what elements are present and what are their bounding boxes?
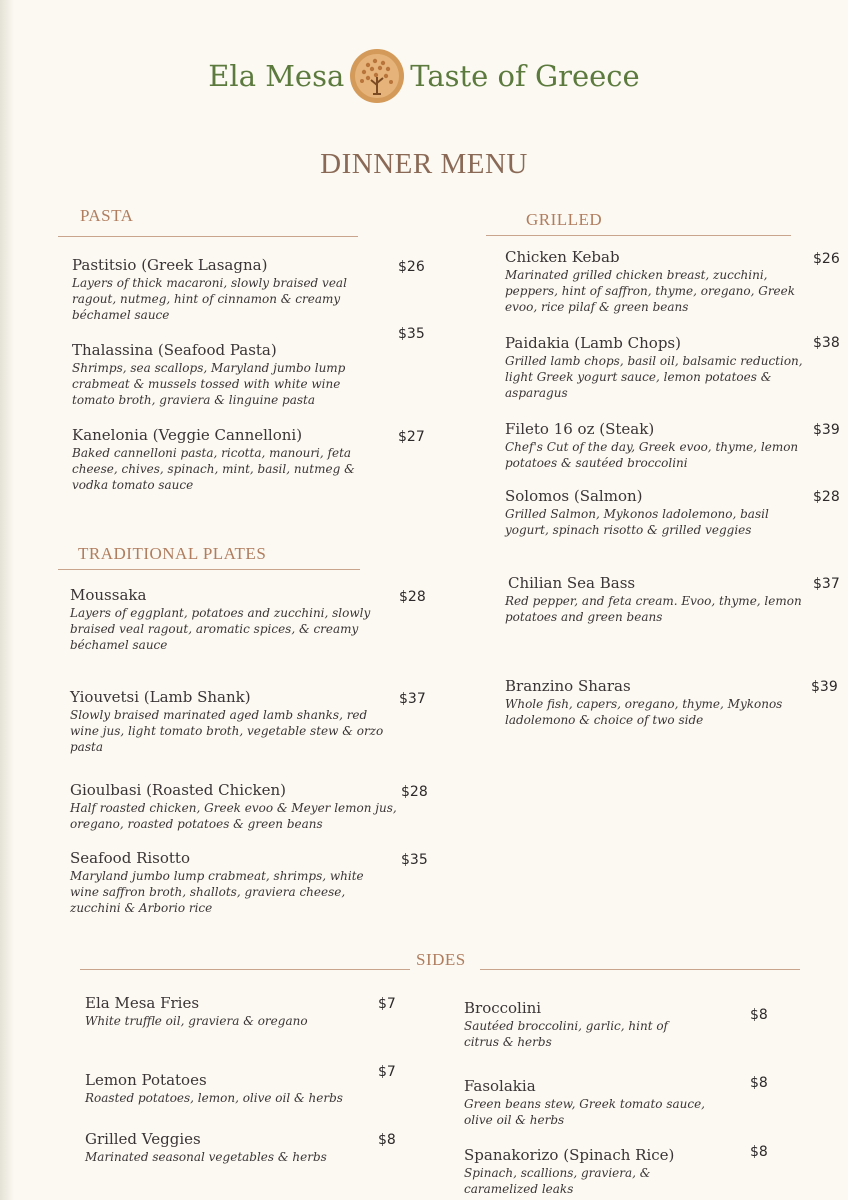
item-description: Shrimps, sea scallops, Maryland jumbo lump crabmeat & mussels tossed with white wine tomato broth, graviera & linguine pasta bbox=[72, 361, 346, 407]
item-price: $7 bbox=[378, 996, 396, 1012]
menu-item bbox=[85, 1071, 355, 1106]
item-name: Chicken Kebab bbox=[505, 248, 620, 266]
item-name: Pastitsio (Greek Lasagna) bbox=[72, 256, 268, 274]
sides-heading: SIDES bbox=[416, 950, 466, 969]
item-name: Broccolini bbox=[464, 999, 542, 1017]
item-description: Whole fish, capers, oregano, thyme, Mykonos ladolemono & choice of two side bbox=[505, 697, 783, 727]
item-description: Slowly braised marinated aged lamb shanks, red wine jus, light tomato broth, vegetable stew & orzo pasta bbox=[70, 708, 384, 754]
item-price: $38 bbox=[813, 335, 840, 351]
item-price: $27 bbox=[398, 429, 425, 445]
item-name: Seafood Risotto bbox=[70, 849, 190, 867]
item-description: Red pepper, and feta cream. Evoo, thyme, lemon potatoes and green beans bbox=[505, 594, 802, 624]
item-name: Moussaka bbox=[70, 586, 147, 604]
menu-item bbox=[505, 420, 805, 471]
item-price: $35 bbox=[398, 326, 425, 342]
item-price: $35 bbox=[401, 852, 428, 868]
item-name: Solomos (Salmon) bbox=[505, 487, 643, 505]
item-description: White truffle oil, graviera & oregano bbox=[85, 1014, 308, 1028]
item-name: Spanakorizo (Spinach Rice) bbox=[464, 1146, 675, 1164]
item-name: Fasolakia bbox=[464, 1077, 536, 1095]
menu-item bbox=[72, 256, 372, 323]
menu-item bbox=[70, 849, 380, 916]
item-price: $28 bbox=[813, 489, 840, 505]
item-price: $37 bbox=[813, 576, 840, 592]
item-description: Green beans stew, Greek tomato sauce, olive oil & herbs bbox=[464, 1097, 705, 1127]
item-name: Thalassina (Seafood Pasta) bbox=[72, 341, 277, 359]
item-price: $39 bbox=[811, 679, 838, 695]
restaurant-brand bbox=[0, 46, 848, 106]
item-description: Layers of thick macaroni, slowly braised veal ragout, nutmeg, hint of cinnamon & creamy béchamel sauce bbox=[72, 276, 347, 322]
menu-item bbox=[85, 994, 355, 1029]
menu-item bbox=[505, 248, 805, 315]
sides-divider-right bbox=[480, 969, 800, 970]
item-description: Baked cannelloni pasta, ricotta, manouri, feta cheese, chives, spinach, mint, basil, nutmeg & vodka tomato sauce bbox=[72, 446, 355, 492]
item-price: $26 bbox=[813, 251, 840, 267]
grilled-heading: GRILLED bbox=[526, 210, 603, 229]
item-name: Ela Mesa Fries bbox=[85, 994, 200, 1012]
item-name: Gioulbasi (Roasted Chicken) bbox=[70, 781, 286, 799]
item-price: $8 bbox=[750, 1144, 768, 1160]
menu-item bbox=[505, 574, 805, 625]
traditional-heading: TRADITIONAL PLATES bbox=[78, 544, 267, 563]
item-description: Grilled Salmon, Mykonos ladolemono, basil yogurt, spinach risotto & grilled veggies bbox=[505, 507, 769, 537]
item-description: Marinated seasonal vegetables & herbs bbox=[85, 1150, 327, 1164]
item-price: $28 bbox=[399, 589, 426, 605]
item-price: $39 bbox=[813, 422, 840, 438]
menu-item bbox=[70, 688, 390, 755]
item-description: Roasted potatoes, lemon, olive oil & herbs bbox=[85, 1091, 343, 1105]
menu-item bbox=[464, 1077, 714, 1128]
brand-name-right: Taste of Greece bbox=[410, 59, 640, 93]
menu-item bbox=[464, 1146, 724, 1197]
item-name: Kanelonia (Veggie Cannelloni) bbox=[72, 426, 303, 444]
grilled-divider bbox=[486, 235, 791, 236]
item-price: $28 bbox=[401, 784, 428, 800]
item-name: Grilled Veggies bbox=[85, 1130, 201, 1148]
item-name: Yiouvetsi (Lamb Shank) bbox=[70, 688, 251, 706]
item-description: Maryland jumbo lump crabmeat, shrimps, white wine saffron broth, shallots, graviera cheese, zucchini & Arborio rice bbox=[70, 869, 364, 915]
item-price: $37 bbox=[399, 691, 426, 707]
item-name: Fileto 16 oz (Steak) bbox=[505, 420, 655, 438]
menu-item bbox=[70, 781, 400, 832]
sides-divider-left bbox=[80, 969, 410, 970]
menu-item bbox=[72, 341, 372, 408]
item-name: Paidakia (Lamb Chops) bbox=[505, 334, 681, 352]
pasta-divider bbox=[58, 236, 358, 237]
menu-item bbox=[70, 586, 380, 653]
menu-item bbox=[72, 426, 372, 493]
brand-name-left: Ela Mesa bbox=[208, 59, 345, 93]
item-description: Sautéed broccolini, garlic, hint of citrus & herbs bbox=[464, 1019, 668, 1049]
menu-item bbox=[505, 334, 810, 401]
item-name: Lemon Potatoes bbox=[85, 1071, 207, 1089]
menu-item bbox=[464, 999, 694, 1050]
item-name: Chilian Sea Bass bbox=[508, 574, 636, 592]
item-price: $8 bbox=[750, 1075, 768, 1091]
tree-logo-icon bbox=[348, 47, 406, 105]
menu-item bbox=[85, 1130, 355, 1165]
traditional-divider bbox=[58, 569, 360, 570]
item-price: $8 bbox=[378, 1132, 396, 1148]
item-description: Spinach, scallions, graviera, & caramelized leaks bbox=[464, 1166, 651, 1196]
menu-title: DINNER MENU bbox=[320, 148, 528, 180]
item-description: Layers of eggplant, potatoes and zucchini, slowly braised veal ragout, aromatic spices, & creamy béchamel sauce bbox=[70, 606, 371, 652]
item-description: Half roasted chicken, Greek evoo & Meyer lemon jus, oregano, roasted potatoes & green beans bbox=[70, 801, 397, 831]
item-name: Branzino Sharas bbox=[505, 677, 631, 695]
item-description: Grilled lamb chops, basil oil, balsamic reduction, light Greek yogurt sauce, lemon potatoes & asparagus bbox=[505, 354, 803, 400]
item-description: Chef's Cut of the day, Greek evoo, thyme, lemon potatoes & sautéed broccolini bbox=[505, 440, 799, 470]
item-description: Marinated grilled chicken breast, zucchini, peppers, hint of saffron, thyme, oregano, Greek evoo, rice pilaf & green beans bbox=[505, 268, 796, 314]
item-price: $8 bbox=[750, 1007, 768, 1023]
pasta-heading: PASTA bbox=[80, 206, 134, 225]
menu-item bbox=[505, 487, 795, 538]
menu-item bbox=[505, 677, 795, 728]
item-price: $7 bbox=[378, 1064, 396, 1080]
item-price: $26 bbox=[398, 259, 425, 275]
